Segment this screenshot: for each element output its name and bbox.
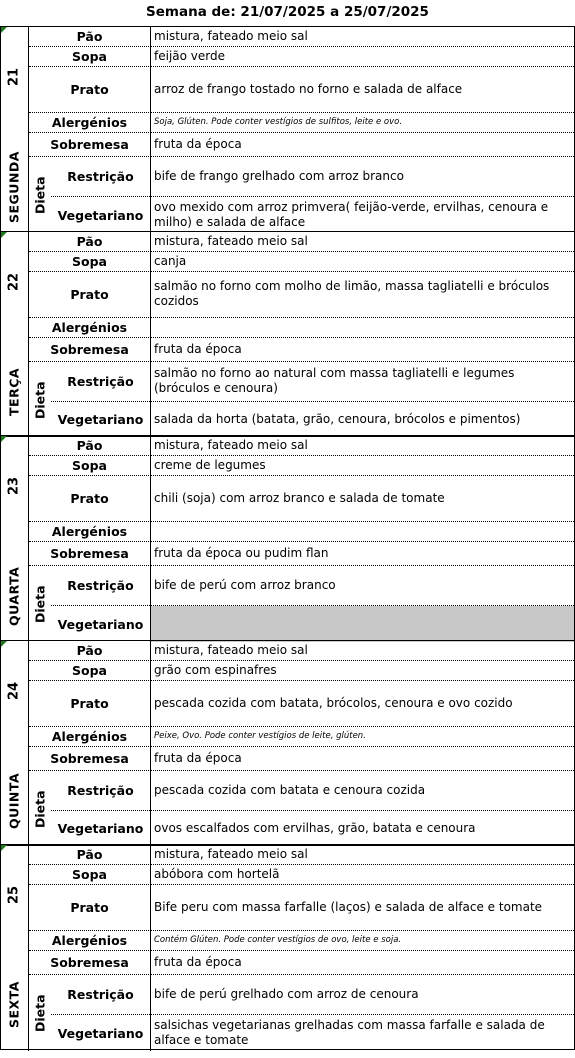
value-pao: mistura, fateado meio sal: [151, 436, 574, 456]
value-prato: Bife peru com massa farfalle (laços) e salada de alface e tomate: [151, 885, 574, 931]
label-vegetariano: Vegetariano: [57, 616, 144, 632]
label-sopa: Sopa: [29, 456, 151, 476]
label-restricao: Restrição: [51, 157, 150, 197]
value-pao: mistura, fateado meio sal: [151, 641, 574, 661]
label-restricao: Restrição: [51, 362, 150, 402]
value-sobremesa: fruta da época: [151, 747, 574, 771]
dieta-group: [29, 771, 151, 847]
value-vegetariano: salada da horta (batata, grão, cenoura, brócolos e pimentos): [154, 412, 521, 426]
label-pao: Pão: [29, 845, 151, 865]
day-block: [0, 435, 575, 641]
day-block: [0, 26, 575, 232]
page-title: Semana de: 21/07/2025 a 25/07/2025: [146, 4, 429, 20]
value-pao: mistura, fateado meio sal: [151, 845, 574, 865]
label-dieta: Dieta: [32, 585, 48, 623]
day-side: [1, 232, 29, 438]
value-sopa: abóbora com hortelã: [151, 865, 574, 885]
day-number: 24: [6, 681, 22, 700]
label-sobremesa: Sobremesa: [29, 747, 151, 771]
label-pao: Pão: [29, 641, 151, 661]
value-restricao: bife de perú com arroz branco: [151, 566, 574, 606]
label-prato: Prato: [29, 885, 151, 931]
dieta-group: [29, 566, 151, 642]
value-alergenios: Soja, Glúten. Pode conter vestígios de sulfitos, leite e ovo.: [151, 113, 574, 133]
day-name: TERÇA: [6, 367, 22, 416]
label-sopa: Sopa: [29, 47, 151, 67]
dieta-group: [29, 975, 151, 1051]
label-alergenios: Alergénios: [29, 113, 151, 133]
value-sopa: creme de legumes: [151, 456, 574, 476]
value-prato: arroz de frango tostado no forno e salada de alface: [151, 67, 574, 113]
label-prato: Prato: [29, 67, 151, 113]
value-restricao: bife de frango grelhado com arroz branco: [151, 157, 574, 197]
value-restricao: salmão no forno ao natural com massa tagliatelli e legumes (bróculos e cenoura): [151, 362, 574, 402]
day-side: [1, 27, 29, 233]
value-alergenios: [151, 318, 574, 338]
day-number: 22: [6, 272, 22, 291]
value-vegetariano: salsichas vegetarianas grelhadas com massa farfalle e salada de alface e tomate: [154, 1018, 545, 1047]
value-pao: mistura, fateado meio sal: [151, 232, 574, 252]
label-sopa: Sopa: [29, 661, 151, 681]
label-dieta: Dieta: [32, 380, 48, 419]
label-dieta: Dieta: [32, 176, 48, 214]
label-alergenios: Alergénios: [29, 727, 151, 747]
label-pao: Pão: [29, 232, 151, 252]
value-restricao: pescada cozida com batata e cenoura cozida: [151, 771, 574, 811]
label-vegetariano: Vegetariano: [57, 821, 144, 836]
label-sopa: Sopa: [29, 865, 151, 885]
value-sopa: grão com espinafres: [151, 661, 574, 681]
label-prato: Prato: [29, 476, 151, 522]
label-restricao: Restrição: [51, 771, 150, 811]
value-prato: chili (soja) com arroz branco e salada de tomate: [151, 476, 574, 522]
label-vegetariano: Vegetariano: [57, 412, 144, 427]
value-prato: salmão no forno com molho de limão, massa tagliatelli e bróculos cozidos: [151, 272, 574, 318]
day-side: [1, 845, 29, 1051]
value-sobremesa: fruta da época: [151, 951, 574, 975]
label-dieta: Dieta: [32, 994, 48, 1032]
weekly-menu-table: [0, 26, 575, 1050]
dieta-group: [29, 157, 151, 233]
label-restricao: Restrição: [51, 566, 150, 606]
value-sopa: canja: [151, 252, 574, 272]
day-block: [0, 844, 575, 1050]
value-vegetariano: ovo mexido com arroz primvera( feijão-verde, ervilhas, cenoura e milho) e salada de alface: [154, 200, 549, 229]
dieta-group: [29, 362, 151, 438]
day-block: [0, 640, 575, 846]
label-sobremesa: Sobremesa: [29, 338, 151, 362]
label-prato: Prato: [29, 272, 151, 318]
value-vegetariano: ovos escalfados com ervilhas, grão, batata e cenoura: [154, 821, 476, 835]
label-sopa: Sopa: [29, 252, 151, 272]
day-side: [1, 641, 29, 847]
day-number: 25: [6, 885, 22, 905]
label-pao: Pão: [29, 436, 151, 456]
label-prato: Prato: [29, 681, 151, 727]
value-prato: pescada cozida com batata, brócolos, cenoura e ovo cozido: [151, 681, 574, 727]
label-sobremesa: Sobremesa: [29, 133, 151, 157]
day-name: SEGUNDA: [6, 151, 22, 223]
value-alergenios: Contém Glúten. Pode conter vestígios de ovo, leite e soja.: [151, 931, 574, 951]
value-alergenios: Peixe, Ovo. Pode conter vestígios de leite, glúten.: [151, 727, 574, 747]
day-block: [0, 231, 575, 437]
value-sobremesa: fruta da época: [151, 133, 574, 157]
label-dieta: Dieta: [32, 789, 48, 828]
label-restricao: Restrição: [51, 975, 150, 1015]
value-alergenios: [151, 522, 574, 542]
label-sobremesa: Sobremesa: [29, 542, 151, 566]
day-number: 21: [6, 67, 22, 87]
value-pao: mistura, fateado meio sal: [151, 27, 574, 47]
label-alergenios: Alergénios: [29, 522, 151, 542]
day-name: SEXTA: [6, 981, 22, 1029]
label-pao: Pão: [29, 27, 151, 47]
label-sobremesa: Sobremesa: [29, 951, 151, 975]
day-number: 23: [6, 476, 22, 496]
label-alergenios: Alergénios: [29, 318, 151, 338]
label-vegetariano: Vegetariano: [57, 207, 144, 223]
value-sobremesa: fruta da época ou pudim flan: [151, 542, 574, 566]
value-sopa: feijão verde: [151, 47, 574, 67]
label-vegetariano: Vegetariano: [57, 1025, 144, 1041]
day-name: QUARTA: [6, 566, 22, 626]
value-vegetariano: [151, 606, 574, 642]
day-side: [1, 436, 29, 642]
value-restricao: bife de perú grelhado com arroz de cenoura: [151, 975, 574, 1015]
value-sobremesa: fruta da época: [151, 338, 574, 362]
label-alergenios: Alergénios: [29, 931, 151, 951]
day-name: QUINTA: [6, 772, 22, 829]
